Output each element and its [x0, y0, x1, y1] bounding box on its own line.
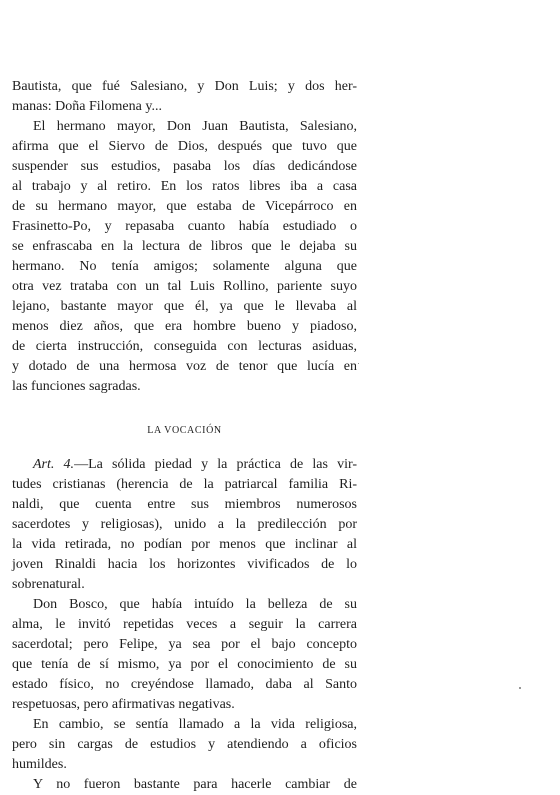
text-line: hermano. No tenía amigos; solamente alguna que	[12, 259, 357, 274]
text-line: otra vez trataba con un tal Luis Rollino, pariente suyo	[12, 279, 357, 294]
text-block-lower	[12, 455, 357, 795]
text-line: las funciones sagradas.	[12, 379, 141, 394]
text-line: se enfrascaba en la lectura de libros que le dejaba su	[12, 239, 357, 254]
text-line: manas: Doña Filomena y...	[12, 99, 162, 114]
text-block-upper	[12, 77, 357, 397]
text-line: y dotado de una hermosa voz de tenor que lucía en	[12, 359, 357, 374]
text-line: joven Rinaldi hacia los horizontes vivificados de lo	[12, 557, 357, 572]
text-line: sacerdotal; pero Felipe, ya sea por el bajo concepto	[12, 637, 357, 652]
text-line: Frasinetto-Po, y repasaba cuanto había estudiado o	[12, 219, 357, 234]
text-line: de su hermano mayor, que estaba de Vicepárroco en	[12, 199, 357, 214]
text-line: respetuosas, pero afirmativas negativas.	[12, 697, 235, 712]
scan-speck	[519, 687, 521, 689]
text-line: Bautista, que fué Salesiano, y Don Luis; y dos her-	[12, 79, 357, 94]
scan-speck	[358, 363, 359, 364]
article-label: Art. 4.	[33, 457, 75, 472]
text-line: afirma que el Siervo de Dios, después que tuvo que	[12, 139, 357, 154]
text-line: lejano, bastante mayor que él, ya que le llevaba al	[12, 299, 357, 314]
text-line: de cierta instrucción, conseguida con lecturas asiduas,	[12, 339, 357, 354]
text-line: al trabajo y al retiro. En los ratos libres iba a casa	[12, 179, 357, 194]
article-text: —La sólida piedad y la práctica de las vir-	[74, 457, 358, 472]
text-line: humildes.	[12, 757, 67, 772]
text-line: estado físico, no creyéndose llamado, daba al Santo	[12, 677, 357, 692]
text-line: tudes cristianas (herencia de la patriarcal familia Ri-	[12, 477, 357, 492]
text-line: sacerdotes y religiosas), unido a la predilección por	[12, 517, 357, 532]
text-line: que tenía de sí mismo, ya por el conocimiento de su	[12, 657, 357, 672]
text-line: alma, le invitó repetidas veces a seguir la carrera	[12, 617, 357, 632]
text-line: pero sin cargas de estudios y atendiendo a oficios	[12, 737, 357, 752]
paragraph-first-line: El hermano mayor, Don Juan Bautista, Salesiano,	[33, 119, 357, 134]
text-line: suspender sus estudios, pasaba los días dedicándose	[12, 159, 357, 174]
paragraph-first-line: Don Bosco, que había intuído la belleza de su	[33, 597, 357, 612]
text-line: la vida retirada, no podían por menos que inclinar al	[12, 537, 357, 552]
text-line: sobrenatural.	[12, 577, 85, 592]
paragraph-first-line: En cambio, se sentía llamado a la vida religiosa,	[33, 717, 357, 732]
text-line: menos diez años, que era hombre bueno y piadoso,	[12, 319, 357, 334]
section-heading: LA VOCACIÓN	[147, 425, 222, 436]
paragraph-first-line	[12, 455, 357, 475]
paragraph-first-line: Y no fueron bastante para hacerle cambiar de	[33, 777, 357, 792]
text-line: naldi, que cuenta entre sus miembros numerosos	[12, 497, 357, 512]
